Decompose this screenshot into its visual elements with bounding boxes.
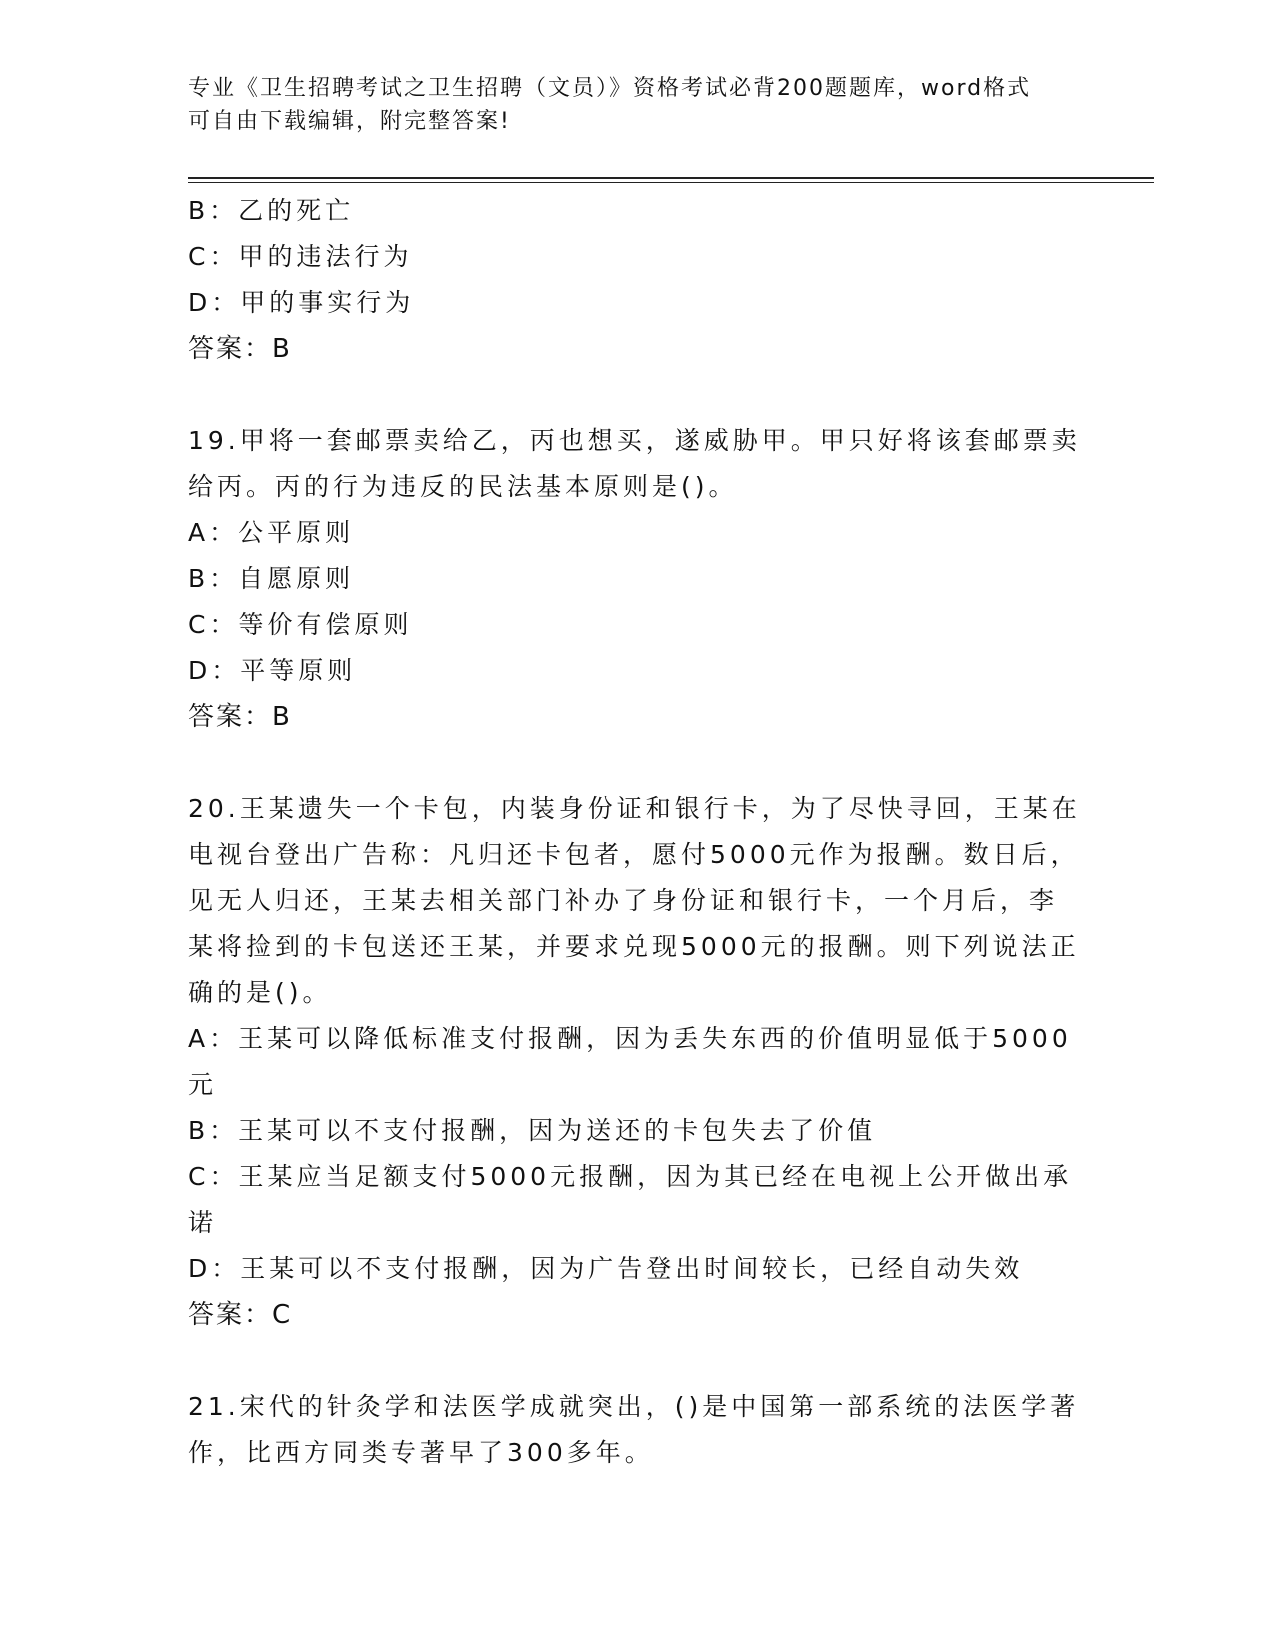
- option-c-continued: 诺: [188, 1208, 218, 1237]
- option-a-continued: 元: [188, 1070, 218, 1099]
- option-b: B：乙的死亡: [188, 196, 355, 225]
- question-stem-line: 19.甲将一套邮票卖给乙，丙也想买，遂威胁甲。甲只好将该套邮票卖: [188, 426, 1081, 455]
- option-c: C：等价有偿原则: [188, 610, 413, 639]
- question-gap: [188, 740, 1068, 786]
- option-d: D：甲的事实行为: [188, 288, 415, 317]
- question-stem-line: 电视台登出广告称：凡归还卡包者，愿付5000元作为报酬。数日后，: [188, 840, 1080, 869]
- question-21: [188, 1384, 1080, 1476]
- question-stem-line: 见无人归还，王某去相关部门补办了身份证和银行卡，一个月后，李: [188, 886, 1059, 915]
- option-c: C：王某应当足额支付5000元报酬，因为其已经在电视上公开做出承: [188, 1162, 1073, 1191]
- answer-line: 答案：C: [188, 1300, 293, 1330]
- answer-line: 答案：B: [188, 334, 292, 364]
- question-content: [188, 188, 1081, 1476]
- header-divider-thick: [188, 177, 1154, 179]
- option-d: D：平等原则: [188, 656, 357, 685]
- question-stem-line: 给丙。丙的行为违反的民法基本原则是()。: [188, 472, 738, 501]
- question-19: [188, 418, 1081, 740]
- question-gap: [188, 1338, 1068, 1384]
- question-stem-line: 确的是()。: [188, 978, 332, 1007]
- header-line-1: 专业《卫生招聘考试之卫生招聘（文员）》资格考试必背200题题库，word格式: [188, 76, 1032, 101]
- option-b: B：自愿原则: [188, 564, 355, 593]
- option-d: D：王某可以不支付报酬，因为广告登出时间较长，已经自动失效: [188, 1254, 1024, 1283]
- question-stem-line: 某将捡到的卡包送还王某，并要求兑现5000元的报酬。则下列说法正: [188, 932, 1080, 961]
- document-header: [188, 72, 1068, 138]
- question-stem-line: 20.王某遗失一个卡包，内装身份证和银行卡，为了尽快寻回，王某在: [188, 794, 1081, 823]
- option-a: A：公平原则: [188, 518, 355, 547]
- option-c: C：甲的违法行为: [188, 242, 413, 271]
- question-stem-line: 作，比西方同类专著早了300多年。: [188, 1438, 654, 1467]
- question-20: [188, 786, 1081, 1338]
- header-line-2: 可自由下载编辑，附完整答案!: [188, 109, 511, 134]
- option-a: A：王某可以降低标准支付报酬，因为丢失东西的价值明显低于5000: [188, 1024, 1072, 1053]
- question-stem-line: 21.宋代的针灸学和法医学成就突出，()是中国第一部系统的法医学著: [188, 1392, 1080, 1421]
- question-18-tail: [188, 188, 1068, 372]
- question-gap: [188, 372, 1068, 418]
- header-divider-thin: [188, 182, 1154, 183]
- option-b: B：王某可以不支付报酬，因为送还的卡包失去了价值: [188, 1116, 877, 1145]
- answer-line: 答案：B: [188, 702, 292, 732]
